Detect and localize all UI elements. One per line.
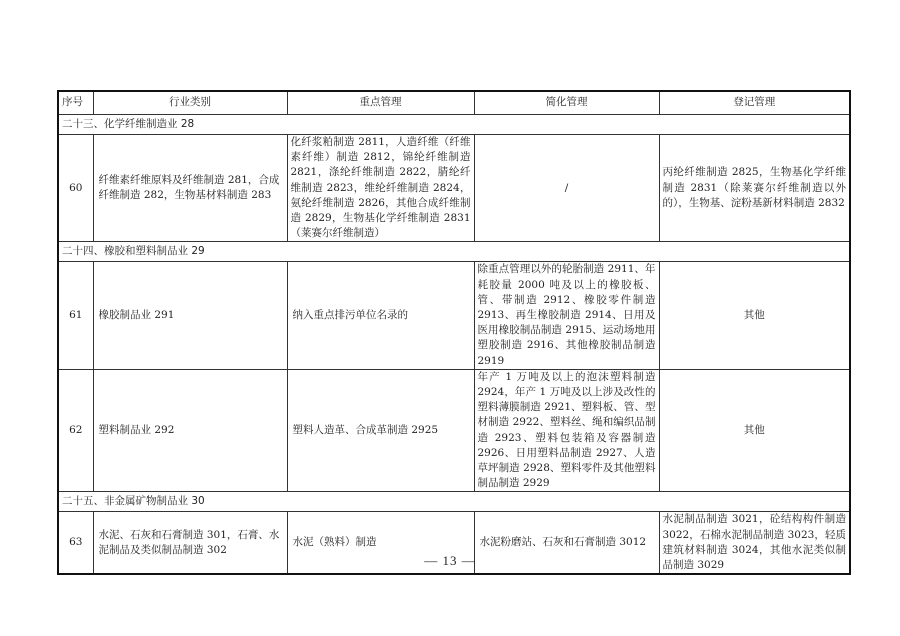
table-row xyxy=(58,369,850,492)
row-serial-no: 61 xyxy=(58,262,93,369)
row-key-management: 纳入重点排污单位名录的 xyxy=(287,262,474,369)
header-registration-management: 登记管理 xyxy=(659,91,850,115)
row-simplified-management: 除重点管理以外的轮胎制造 2911、年耗胶量 2000 吨及以上的橡胶板、管、带制造 2912、橡胶零件制造 2913、再生橡胶制造 2914、日用及医用橡胶制品制造 2915、运动场地用塑胶制造 2916、其他橡胶制品制造 2919 xyxy=(474,262,659,369)
header-simplified-management: 简化管理 xyxy=(474,91,659,115)
row-industry-category: 塑料制品业 292 xyxy=(93,369,287,492)
page-number: — 13 — xyxy=(424,553,476,568)
row-registration-management: 丙纶纤维制造 2825，生物基化学纤维制造 2831（除莱赛尔纤维制造以外的），生物基、淀粉基新材料制造 2832 xyxy=(659,135,850,242)
section-title: 二十五、非金属矿物制品业 30 xyxy=(58,492,850,512)
row-industry-category: 橡胶制品业 291 xyxy=(93,262,287,369)
section-row xyxy=(58,115,850,135)
row-registration-management: 水泥制品制造 3021，砼结构构件制造 3022，石棉水泥制品制造 3023，轻质建筑材料制造 3024，其他水泥类似制品制造 3029 xyxy=(659,512,850,574)
section-row xyxy=(58,492,850,512)
table-row xyxy=(58,135,850,242)
row-serial-no: 62 xyxy=(58,369,93,492)
row-serial-no: 60 xyxy=(58,135,93,242)
header-key-management: 重点管理 xyxy=(287,91,474,115)
section-title: 二十四、橡胶和塑料制品业 29 xyxy=(58,242,850,262)
row-key-management: 水泥（熟料）制造 xyxy=(287,512,474,574)
row-key-management: 化纤浆粕制造 2811，人造纤维（纤维素纤维）制造 2812，锦纶纤维制造 2821，涤纶纤维制造 2822，腈纶纤维制造 2823，维纶纤维制造 2824，氨纶纤维制造 2826，其他合成纤维制造 2829，生物基化学纤维制造 2831（莱赛尔纤维制造） xyxy=(287,135,474,242)
table-row xyxy=(58,262,850,369)
row-registration-management: 其他 xyxy=(659,369,850,492)
row-industry-category: 水泥、石灰和石膏制造 301，石膏、水泥制品及类似制品制造 302 xyxy=(93,512,287,574)
header-industry-category: 行业类别 xyxy=(93,91,287,115)
section-row xyxy=(58,242,850,262)
row-simplified-management: / xyxy=(474,135,659,242)
header-serial-no: 序号 xyxy=(58,91,93,115)
row-key-management: 塑料人造革、合成革制造 2925 xyxy=(287,369,474,492)
row-serial-no: 63 xyxy=(58,512,93,574)
row-registration-management: 其他 xyxy=(659,262,850,369)
row-industry-category: 纤维素纤维原料及纤维制造 281，合成纤维制造 282，生物基材料制造 283 xyxy=(93,135,287,242)
row-simplified-management: 水泥粉磨站、石灰和石膏制造 3012 xyxy=(474,512,659,574)
table-header-row xyxy=(58,91,850,115)
section-title: 二十三、化学纤维制造业 28 xyxy=(58,115,850,135)
permit-management-table xyxy=(57,90,851,575)
row-simplified-management: 年产 1 万吨及以上的泡沫塑料制造 2924，年产 1 万吨及以上涉及改性的塑料薄膜制造 2921、塑料板、管、型材制造 2922、塑料丝、绳和编织品制造 2923、塑料包装箱及容器制造 2926、日用塑料品制造 2927、人造草坪制造 2928、塑料零件及其他塑料制品制造 2929 xyxy=(474,369,659,492)
